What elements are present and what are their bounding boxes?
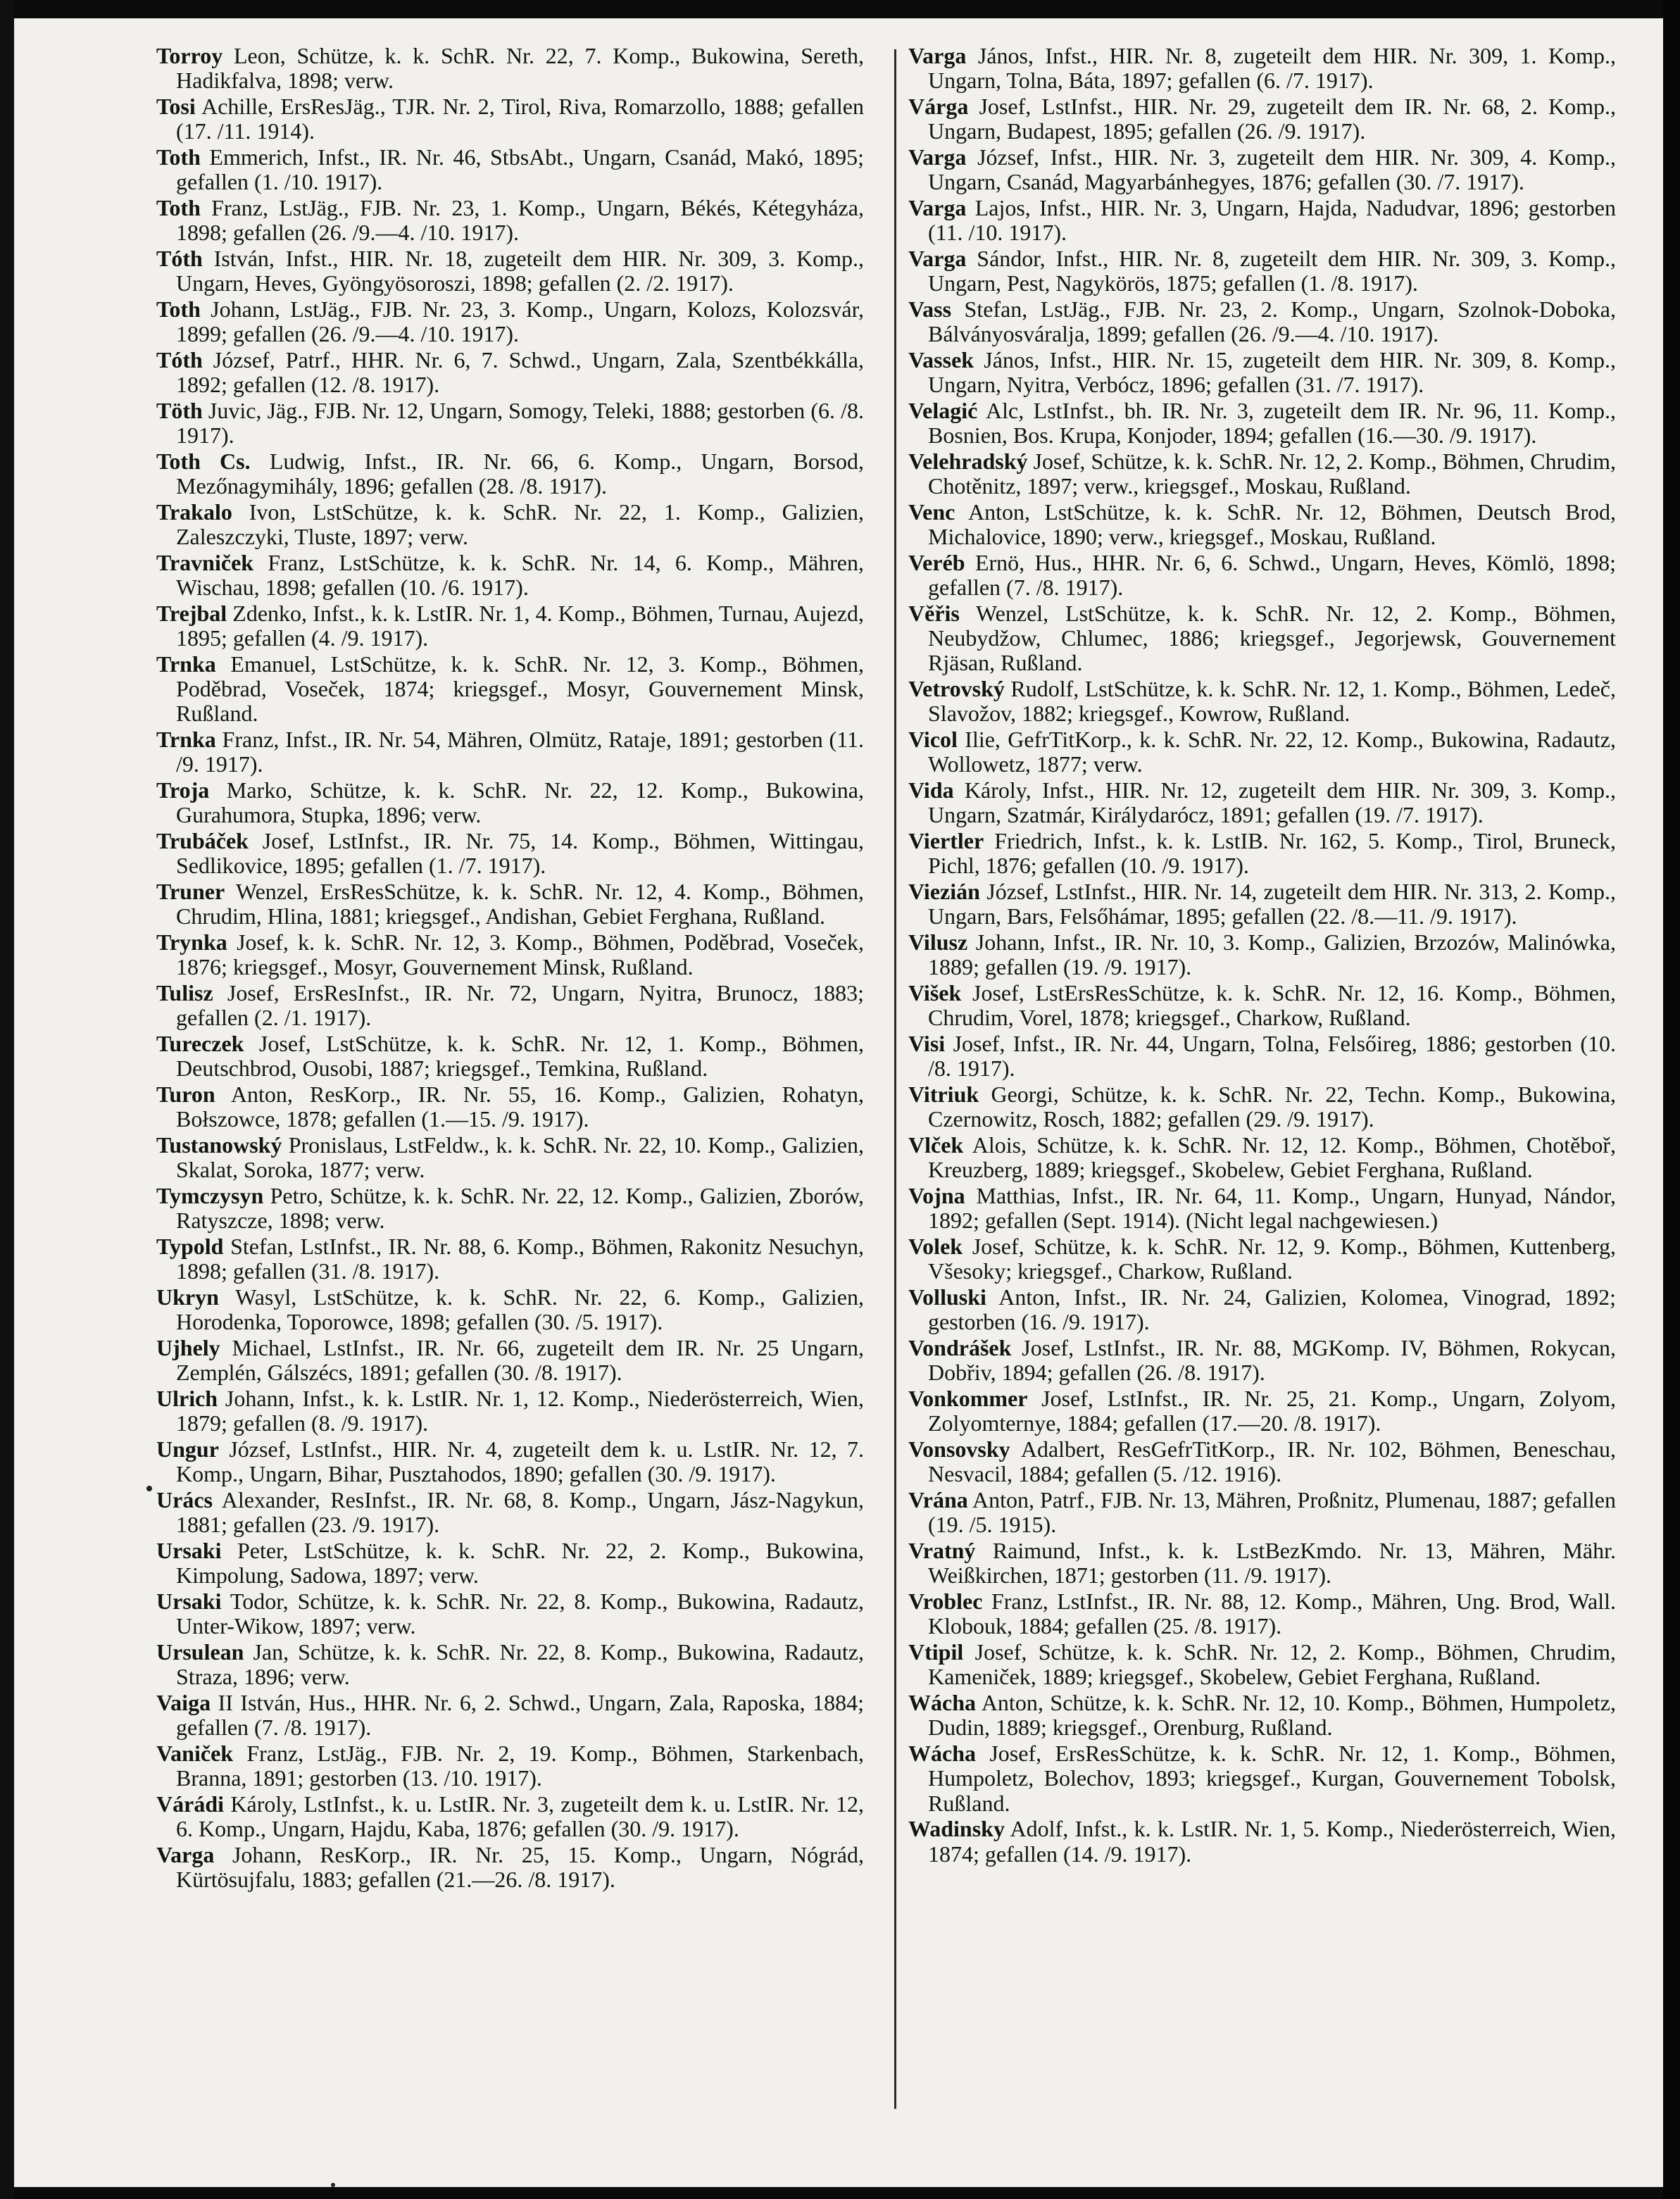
entry-surname: Vratný — [908, 1538, 976, 1564]
entry-details: Wasyl, LstSchütze, k. k. SchR. Nr. 22, 6. Komp., Galizien, Horodenka, Toporowce, 1898; gefallen (30. /5. 1917). — [176, 1284, 864, 1335]
list-entry — [156, 449, 864, 499]
entry-surname: Volek — [908, 1234, 963, 1260]
list-entry — [156, 1437, 864, 1486]
list-entry — [908, 1589, 1616, 1639]
entry-surname: Viertler — [908, 828, 984, 854]
list-entry — [156, 44, 864, 93]
entry-details: Alexander, ResInfst., IR. Nr. 68, 8. Komp., Ungarn, Jász-Nagykun, 1881; gefallen (23. /9. 1917). — [176, 1487, 864, 1538]
entry-details: János, Infst., HIR. Nr. 8, zugeteilt dem HIR. Nr. 309, 1. Komp., Ungarn, Tolna, Báta, 1897; gefallen (6. /7. 1917). — [928, 43, 1616, 94]
list-entry — [908, 1285, 1616, 1334]
list-entry — [156, 399, 864, 448]
entry-surname: Varga — [156, 1842, 215, 1868]
entry-surname: Varga — [908, 43, 967, 68]
entry-details: II István, Hus., HHR. Nr. 6, 2. Schwd., Ungarn, Zala, Raposka, 1884; gefallen (7. /8. 1917). — [176, 1690, 864, 1741]
entry-surname: Typold — [156, 1234, 224, 1260]
entry-details: Michael, LstInfst., IR. Nr. 66, zugeteilt dem IR. Nr. 25 Ungarn, Zemplén, Gálszécs, 1891; gefallen (30. /8. 1917). — [176, 1335, 864, 1386]
entry-details: Johann, Infst., k. k. LstIR. Nr. 1, 12. Komp., Niederösterreich, Wien, 1879; gefallen (8. /9. 1917). — [176, 1386, 864, 1436]
entry-surname: Tureczek — [156, 1031, 244, 1057]
list-entry — [908, 297, 1616, 346]
entry-surname: Urács — [156, 1487, 213, 1513]
entry-surname: Ursaki — [156, 1538, 222, 1564]
entry-details: Ludwig, Infst., IR. Nr. 66, 6. Komp., Ungarn, Borsod, Mezőnagymihály, 1896; gefallen (28. /8. 1917). — [176, 449, 865, 499]
entry-details: Anton, Patrf., FJB. Nr. 13, Mähren, Proßnitz, Plumenau, 1887; gefallen (19. /5. 1915). — [928, 1487, 1616, 1538]
list-entry — [908, 348, 1616, 397]
entry-surname: Vass — [908, 296, 952, 322]
entry-details: Franz, Infst., IR. Nr. 54, Mähren, Olmütz, Rataje, 1891; gestorben (11. /9. 1917). — [176, 727, 864, 777]
list-entry — [156, 1640, 864, 1689]
entry-details: Josef, LstErsResSchütze, k. k. SchR. Nr. 12, 16. Komp., Böhmen, Chrudim, Vorel, 1878; kriegsgef., Charkow, Rußland. — [928, 980, 1616, 1031]
entry-surname: Ursaki — [156, 1589, 222, 1615]
entry-surname: Vonsovsky — [908, 1436, 1010, 1462]
list-entry — [908, 44, 1616, 93]
entry-details: Raimund, Infst., k. k. LstBezKmdo. Nr. 13, Mähren, Mähr. Weißkirchen, 1871; gestorben (11. /9. 1917). — [928, 1538, 1616, 1589]
entry-details: Adolf, Infst., k. k. LstIR. Nr. 1, 5. Komp., Niederösterreich, Wien, 1874; gefallen (14. /9. 1917). — [928, 1816, 1616, 1867]
entry-surname: Varga — [908, 246, 967, 271]
entry-surname: Várga — [908, 94, 969, 119]
list-entry — [156, 1032, 864, 1081]
list-entry — [908, 246, 1616, 296]
entry-surname: Trynka — [156, 929, 227, 956]
entry-details: Josef, LstInfst., IR. Nr. 25, 21. Komp., Ungarn, Zolyom, Zolyomternye, 1884; gefallen (17.—20. /8. 1917). — [928, 1386, 1616, 1436]
entry-details: Wenzel, LstSchütze, k. k. SchR. Nr. 12, 2. Komp., Böhmen, Neubydžow, Chlumec, 1886; kriegsgef., Jegorjewsk, Gouvernement Rjäsan, Rußland. — [928, 601, 1616, 676]
entry-surname: Truner — [156, 879, 225, 905]
entry-details: Josef, ErsResSchütze, k. k. SchR. Nr. 12, 1. Komp., Böhmen, Humpoletz, Bolechov, 1893; kriegsgef., Kurgan, Gouvernement Tobolsk, Rußland. — [928, 1741, 1616, 1816]
entry-details: Stefan, LstInfst., IR. Nr. 88, 6. Komp., Böhmen, Rakonitz Nesuchyn, 1898; gefallen (31. /8. 1917). — [176, 1234, 864, 1284]
list-entry — [156, 727, 864, 777]
list-entry — [156, 1792, 864, 1841]
entry-surname: Ulrich — [156, 1386, 218, 1412]
list-entry — [908, 1691, 1616, 1740]
list-entry — [908, 879, 1616, 929]
entry-details: Franz, LstJäg., FJB. Nr. 2, 19. Komp., Böhmen, Starkenbach, Branna, 1891; gestorben (13. /10. 1917). — [176, 1741, 864, 1791]
entry-surname: Volluski — [908, 1284, 986, 1310]
entry-details: Anton, ResKorp., IR. Nr. 55, 16. Komp., Galizien, Rohatyn, Bołszowce, 1878; gefallen (1.—15. /9. 1917). — [176, 1082, 864, 1132]
entry-details: Josef, LstInfst., IR. Nr. 88, MGKomp. IV, Böhmen, Rokycan, Dobřiv, 1894; gefallen (26. /8. 1917). — [928, 1335, 1616, 1386]
entry-surname: Wácha — [908, 1741, 976, 1767]
list-entry — [156, 1336, 864, 1385]
list-entry — [908, 1488, 1616, 1537]
entry-details: Alc, LstInfst., bh. IR. Nr. 3, zugeteilt dem IR. Nr. 96, 11. Komp., Bosnien, Bos. Krupa, Konjoder, 1894; gefallen (16.—30. /9. 1917). — [928, 398, 1616, 449]
entry-details: Marko, Schütze, k. k. SchR. Nr. 22, 12. Komp., Bukowina, Gurahumora, Stupka, 1896; verw. — [176, 777, 864, 828]
list-entry — [908, 94, 1616, 144]
list-entry — [156, 1843, 864, 1892]
list-entry — [156, 94, 864, 144]
entry-surname: Trejbal — [156, 601, 227, 626]
entry-details: Rudolf, LstSchütze, k. k. SchR. Nr. 12, 1. Komp., Böhmen, Ledeč, Slavožov, 1882; kriegsgef., Kowrow, Rußland. — [928, 676, 1616, 727]
list-entry — [156, 778, 864, 827]
entry-surname: Tulisz — [156, 980, 213, 1006]
entry-details: Josef, LstSchütze, k. k. SchR. Nr. 12, 1. Komp., Böhmen, Deutschbrod, Ousobi, 1887; kriegsgef., Temkina, Rußland. — [176, 1031, 864, 1082]
entry-surname: Vroblec — [908, 1589, 983, 1615]
entry-details: Alois, Schütze, k. k. SchR. Nr. 12, 12. Komp., Böhmen, Chotěboř, Kreuzberg, 1889; kriegsgef., Skobelew, Gebiet Ferghana, Rußland. — [928, 1132, 1616, 1183]
entry-surname: Toth — [156, 144, 201, 170]
list-entry — [156, 1589, 864, 1639]
entry-surname: Trnka — [156, 727, 216, 753]
entry-surname: Visi — [908, 1031, 946, 1057]
entry-surname: Vlček — [908, 1132, 964, 1158]
entry-details: Josef, ErsResInfst., IR. Nr. 72, Ungarn, Nyitra, Brunocz, 1883; gefallen (2. /1. 1917). — [176, 980, 864, 1031]
entry-surname: Varga — [908, 195, 967, 220]
entry-surname: Vilusz — [908, 929, 968, 956]
list-entry — [156, 196, 864, 245]
entry-details: Wenzel, ErsResSchütze, k. k. SchR. Nr. 12, 4. Komp., Böhmen, Chrudim, Hlina, 1881; kriegsgef., Andishan, Gebiet Ferghana, Rußland. — [176, 879, 864, 929]
entry-surname: Trakalo — [156, 499, 232, 525]
entry-details: Josef, Schütze, k. k. SchR. Nr. 12, 2. Komp., Böhmen, Chrudim, Chotěnitz, 1897; verw., kriegsgef., Moskau, Rußland. — [928, 449, 1616, 499]
entry-details: Stefan, LstJäg., FJB. Nr. 23, 2. Komp., Ungarn, Szolnok-Doboka, Bálványosváralja, 1899; gefallen (26. /9.—4. /10. 1917). — [928, 296, 1616, 347]
list-entry — [156, 1133, 864, 1182]
entry-surname: Vojna — [908, 1183, 965, 1209]
scan-border-left — [0, 0, 14, 2199]
list-entry — [156, 297, 864, 346]
list-entry — [908, 1234, 1616, 1284]
entry-surname: Ungur — [156, 1436, 219, 1462]
entry-surname: Toth — [156, 296, 201, 322]
entry-details: Achille, ErsResJäg., TJR. Nr. 2, Tirol, Riva, Romarzollo, 1888; gefallen (17. /11. 1914). — [176, 94, 864, 144]
entry-surname: Wácha — [908, 1690, 976, 1716]
scan-border-right — [1663, 0, 1680, 2199]
entry-details: Josef, k. k. SchR. Nr. 12, 3. Komp., Böhmen, Poděbrad, Voseček, 1876; kriegsgef., Mosyr, Gouvernement Minsk, Rußland. — [176, 929, 864, 980]
entry-surname: Varga — [908, 144, 967, 170]
entry-surname: Wadinsky — [908, 1816, 1005, 1842]
entry-surname: Ujhely — [156, 1335, 220, 1361]
list-entry — [156, 1082, 864, 1132]
entry-surname: Velagić — [908, 398, 978, 423]
entry-details: János, Infst., HIR. Nr. 15, zugeteilt dem HIR. Nr. 309, 8. Komp., Ungarn, Nyitra, Verbócz, 1896; gefallen (31. /7. 1917). — [928, 347, 1616, 398]
list-entry — [908, 1539, 1616, 1588]
entry-surname: Tóth — [156, 246, 203, 271]
list-entry — [908, 601, 1616, 676]
entry-details: Anton, Schütze, k. k. SchR. Nr. 12, 10. Komp., Böhmen, Humpoletz, Dudin, 1889; kriegsgef., Orenburg, Rußland. — [928, 1690, 1616, 1741]
list-entry — [908, 500, 1616, 549]
entry-surname: Vetrovský — [908, 676, 1005, 702]
list-entry — [908, 551, 1616, 600]
entry-details: Ilie, GefrTitKorp., k. k. SchR. Nr. 22, 12. Komp., Bukowina, Radautz, Wollowetz, 1877; verw. — [928, 727, 1616, 777]
entry-surname: Velehradský — [908, 449, 1028, 474]
left-column — [156, 44, 864, 1893]
entry-details: Anton, Infst., IR. Nr. 24, Galizien, Kolomea, Vinograd, 1892; gestorben (16. /9. 1917). — [928, 1284, 1616, 1335]
list-entry — [908, 778, 1616, 827]
entry-details: Johann, LstJäg., FJB. Nr. 23, 3. Komp., Ungarn, Kolozs, Kolozsvár, 1899; gefallen (26. /9.—4. /10. 1917). — [176, 296, 864, 347]
list-entry — [908, 930, 1616, 979]
list-entry — [908, 1184, 1616, 1233]
list-entry — [156, 1285, 864, 1334]
entry-details: Franz, LstSchütze, k. k. SchR. Nr. 14, 6. Komp., Mähren, Wischau, 1898; gefallen (10. /6. 1917). — [176, 550, 864, 601]
entry-surname: Travniček — [156, 550, 254, 575]
list-entry — [156, 348, 864, 397]
entry-details: Károly, LstInfst., k. u. LstIR. Nr. 3, zugeteilt dem k. u. LstIR. Nr. 12, 6. Komp., Ungarn, Hajdu, Kaba, 1876; gefallen (30. /9. 1917). — [176, 1791, 864, 1842]
entry-details: Josef, Schütze, k. k. SchR. Nr. 12, 9. Komp., Böhmen, Kuttenberg, Všesoky; kriegsgef., Charkow, Rußland. — [928, 1234, 1616, 1284]
list-entry — [156, 1386, 864, 1436]
entry-details: Franz, LstInfst., IR. Nr. 88, 12. Komp., Mähren, Ung. Brod, Wall. Klobouk, 1884; gefallen (25. /8. 1917). — [928, 1589, 1616, 1639]
list-entry — [156, 551, 864, 600]
list-entry — [156, 601, 864, 651]
entry-surname: Várádi — [156, 1791, 224, 1817]
entry-details: Johann, Infst., IR. Nr. 10, 3. Komp., Galizien, Brzozów, Malinówka, 1889; gefallen (19. /9. 1917). — [928, 929, 1616, 980]
entry-surname: Ukryn — [156, 1284, 219, 1310]
entry-details: Josef, Schütze, k. k. SchR. Nr. 12, 2. Komp., Böhmen, Chrudim, Kameniček, 1889; kriegsgef., Skobelew, Gebiet Ferghana, Rußland. — [928, 1639, 1616, 1690]
entry-details: Juvic, Jäg., FJB. Nr. 12, Ungarn, Somogy, Teleki, 1888; gestorben (6. /8. 1917). — [176, 398, 864, 449]
entry-details: Josef, Infst., IR. Nr. 44, Ungarn, Tolna, Felsőireg, 1886; gestorben (10. /8. 1917). — [928, 1031, 1616, 1082]
entry-surname: Vaiga — [156, 1690, 211, 1716]
entry-details: István, Infst., HIR. Nr. 18, zugeteilt dem HIR. Nr. 309, 3. Komp., Ungarn, Heves, Gyöngyösoroszi, 1898; gefallen (2. /2. 1917). — [176, 246, 864, 296]
right-column — [908, 44, 1616, 1867]
list-entry — [156, 879, 864, 929]
entry-surname: Vicol — [908, 727, 958, 753]
entry-surname: Toth Cs. — [156, 449, 251, 474]
entry-surname: Toth — [156, 195, 201, 220]
list-entry — [156, 652, 864, 727]
list-entry — [908, 1133, 1616, 1182]
entry-surname: Tymczysyn — [156, 1183, 264, 1209]
entry-details: Károly, Infst., HIR. Nr. 12, zugeteilt dem HIR. Nr. 309, 3. Komp., Ungarn, Szatmár, Királydarócz, 1891; gefallen (19. /7. 1917). — [928, 777, 1616, 828]
entry-details: Josef, LstInfst., IR. Nr. 75, 14. Komp., Böhmen, Wittingau, Sedlikovice, 1895; gefallen (1. /7. 1917). — [176, 828, 864, 879]
entry-details: Sándor, Infst., HIR. Nr. 8, zugeteilt dem HIR. Nr. 309, 3. Komp., Ungarn, Pest, Nagykörös, 1875; gefallen (1. /8. 1917). — [928, 246, 1616, 296]
list-entry — [908, 1336, 1616, 1385]
entry-surname: Vrána — [908, 1487, 968, 1513]
list-entry — [908, 1741, 1616, 1816]
entry-surname: Veréb — [908, 550, 965, 575]
entry-surname: Troja — [156, 777, 210, 803]
entry-surname: Töth — [156, 398, 203, 423]
entry-details: Emanuel, LstSchütze, k. k. SchR. Nr. 12, 3. Komp., Böhmen, Poděbrad, Voseček, 1874; kriegsgef., Mosyr, Gouvernement Minsk, Rußland. — [176, 651, 864, 727]
list-entry — [156, 1539, 864, 1588]
entry-details: Johann, ResKorp., IR. Nr. 25, 15. Komp., Ungarn, Nógrád, Kürtösujfalu, 1883; gefallen (21.—26. /8. 1917). — [176, 1842, 864, 1893]
entry-surname: Torroy — [156, 43, 223, 68]
entry-surname: Vtipil — [908, 1639, 964, 1665]
list-entry — [156, 1741, 864, 1791]
entry-surname: Tóth — [156, 347, 203, 372]
entry-surname: Vida — [908, 777, 954, 803]
list-entry — [156, 246, 864, 296]
entry-details: József, Infst., HIR. Nr. 3, zugeteilt dem HIR. Nr. 309, 4. Komp., Ungarn, Csanád, Magyarbánhegyes, 1876; gefallen (30. /7. 1917). — [928, 144, 1616, 195]
list-entry — [908, 196, 1616, 245]
list-entry — [908, 399, 1616, 448]
entry-details: József, LstInfst., HIR. Nr. 14, zugeteilt dem HIR. Nr. 313, 2. Komp., Ungarn, Bars, Felsőhámar, 1895; gefallen (22. /8.—11. /9. 1917). — [928, 879, 1616, 929]
entry-details: József, LstInfst., HIR. Nr. 4, zugeteilt dem k. u. LstIR. Nr. 12, 7. Komp., Ungarn, Bihar, Pusztahodos, 1890; gefallen (30. /9. 1917). — [176, 1436, 864, 1487]
list-entry — [908, 677, 1616, 726]
entry-details: József, Patrf., HHR. Nr. 6, 7. Schwd., Ungarn, Zala, Szentbékkálla, 1892; gefallen (12. /8. 1917). — [176, 347, 864, 398]
entry-details: Ivon, LstSchütze, k. k. SchR. Nr. 22, 1. Komp., Galizien, Zaleszczyki, Tluste, 1897; verw. — [176, 499, 864, 550]
entry-details: Josef, LstInfst., HIR. Nr. 29, zugeteilt dem IR. Nr. 68, 2. Komp., Ungarn, Budapest, 1895; gefallen (26. /9. 1917). — [928, 94, 1616, 144]
list-entry — [156, 930, 864, 979]
entry-surname: Vassek — [908, 347, 974, 372]
list-entry — [908, 1386, 1616, 1436]
entry-surname: Tustanowský — [156, 1132, 282, 1158]
list-entry — [908, 1032, 1616, 1081]
list-entry — [908, 1817, 1616, 1866]
ink-speck — [331, 2183, 335, 2187]
list-entry — [908, 1437, 1616, 1486]
entry-surname: Vaniček — [156, 1741, 234, 1767]
entry-surname: Venc — [908, 499, 955, 525]
entry-details: Franz, LstJäg., FJB. Nr. 23, 1. Komp., Ungarn, Békés, Kétegyháza, 1898; gefallen (26. /9.—4. /10. 1917). — [176, 195, 864, 246]
entry-details: Todor, Schütze, k. k. SchR. Nr. 22, 8. Komp., Bukowina, Radautz, Unter-Wikow, 1897; verw. — [176, 1589, 864, 1639]
entry-details: Lajos, Infst., HIR. Nr. 3, Ungarn, Hajda, Nadudvar, 1896; gestorben (11. /10. 1917). — [928, 195, 1616, 246]
list-entry — [156, 1488, 864, 1537]
entry-details: Adalbert, ResGefrTitKorp., IR. Nr. 102, Böhmen, Beneschau, Nesvacil, 1884; gefallen (5. /12. 1916). — [928, 1436, 1616, 1487]
list-entry — [156, 1184, 864, 1233]
entry-surname: Višek — [908, 980, 962, 1006]
entry-details: Friedrich, Infst., k. k. LstIB. Nr. 162, 5. Komp., Tirol, Bruneck, Pichl, 1876; gefallen (10. /9. 1917). — [928, 828, 1616, 879]
list-entry — [908, 145, 1616, 194]
entry-surname: Vondrášek — [908, 1335, 1012, 1361]
entry-surname: Ursulean — [156, 1639, 244, 1665]
list-entry — [908, 981, 1616, 1030]
entry-surname: Vonkommer — [908, 1386, 1028, 1412]
entry-details: Pronislaus, LstFeldw., k. k. SchR. Nr. 22, 10. Komp., Galizien, Skalat, Soroka, 1877; verw. — [176, 1132, 864, 1183]
list-entry — [156, 981, 864, 1030]
entry-surname: Trubáček — [156, 828, 249, 854]
list-entry — [908, 829, 1616, 878]
entry-surname: Věřis — [908, 601, 960, 626]
list-entry — [156, 145, 864, 194]
entry-surname: Trnka — [156, 651, 216, 677]
list-entry — [156, 1691, 864, 1740]
entry-surname: Viezián — [908, 879, 980, 905]
list-entry — [908, 727, 1616, 777]
ink-speck — [146, 1486, 152, 1491]
list-entry — [156, 829, 864, 878]
entry-details: Jan, Schütze, k. k. SchR. Nr. 22, 8. Komp., Bukowina, Radautz, Straza, 1896; verw. — [176, 1639, 864, 1690]
column-divider — [894, 49, 896, 2109]
entry-surname: Vitriuk — [908, 1082, 979, 1108]
entry-details: Matthias, Infst., IR. Nr. 64, 11. Komp., Ungarn, Hunyad, Nándor, 1892; gefallen (Sept. 1914). (Nicht legal nachgewiesen.) — [928, 1183, 1616, 1234]
entry-details: Emmerich, Infst., IR. Nr. 46, StbsAbt., Ungarn, Csanád, Makó, 1895; gefallen (1. /10. 1917). — [176, 144, 864, 195]
list-entry — [908, 449, 1616, 499]
list-entry — [156, 1234, 864, 1284]
entry-surname: Turon — [156, 1082, 215, 1108]
entry-details: Peter, LstSchütze, k. k. SchR. Nr. 22, 2. Komp., Bukowina, Kimpolung, Sadowa, 1897; verw. — [176, 1538, 864, 1589]
entry-details: Ernö, Hus., HHR. Nr. 6, 6. Schwd., Ungarn, Heves, Kömlö, 1898; gefallen (7. /8. 1917). — [928, 550, 1616, 601]
list-entry — [156, 500, 864, 549]
list-entry — [908, 1640, 1616, 1689]
entry-details: Leon, Schütze, k. k. SchR. Nr. 22, 7. Komp., Bukowina, Sereth, Hadikfalva, 1898; verw. — [176, 43, 864, 94]
entry-details: Anton, LstSchütze, k. k. SchR. Nr. 12, Böhmen, Deutsch Brod, Michalovice, 1890; verw., kriegsgef., Moskau, Rußland. — [928, 499, 1616, 550]
entry-details: Zdenko, Infst., k. k. LstIR. Nr. 1, 4. Komp., Böhmen, Turnau, Aujezd, 1895; gefallen (4. /9. 1917). — [176, 601, 864, 651]
list-entry — [908, 1082, 1616, 1132]
entry-surname: Tosi — [156, 94, 196, 119]
entry-details: Petro, Schütze, k. k. SchR. Nr. 22, 12. Komp., Galizien, Zborów, Ratyszcze, 1898; verw. — [176, 1183, 864, 1234]
entry-details: Georgi, Schütze, k. k. SchR. Nr. 22, Techn. Komp., Bukowina, Czernowitz, Rosch, 1882; gefallen (29. /9. 1917). — [928, 1082, 1616, 1132]
